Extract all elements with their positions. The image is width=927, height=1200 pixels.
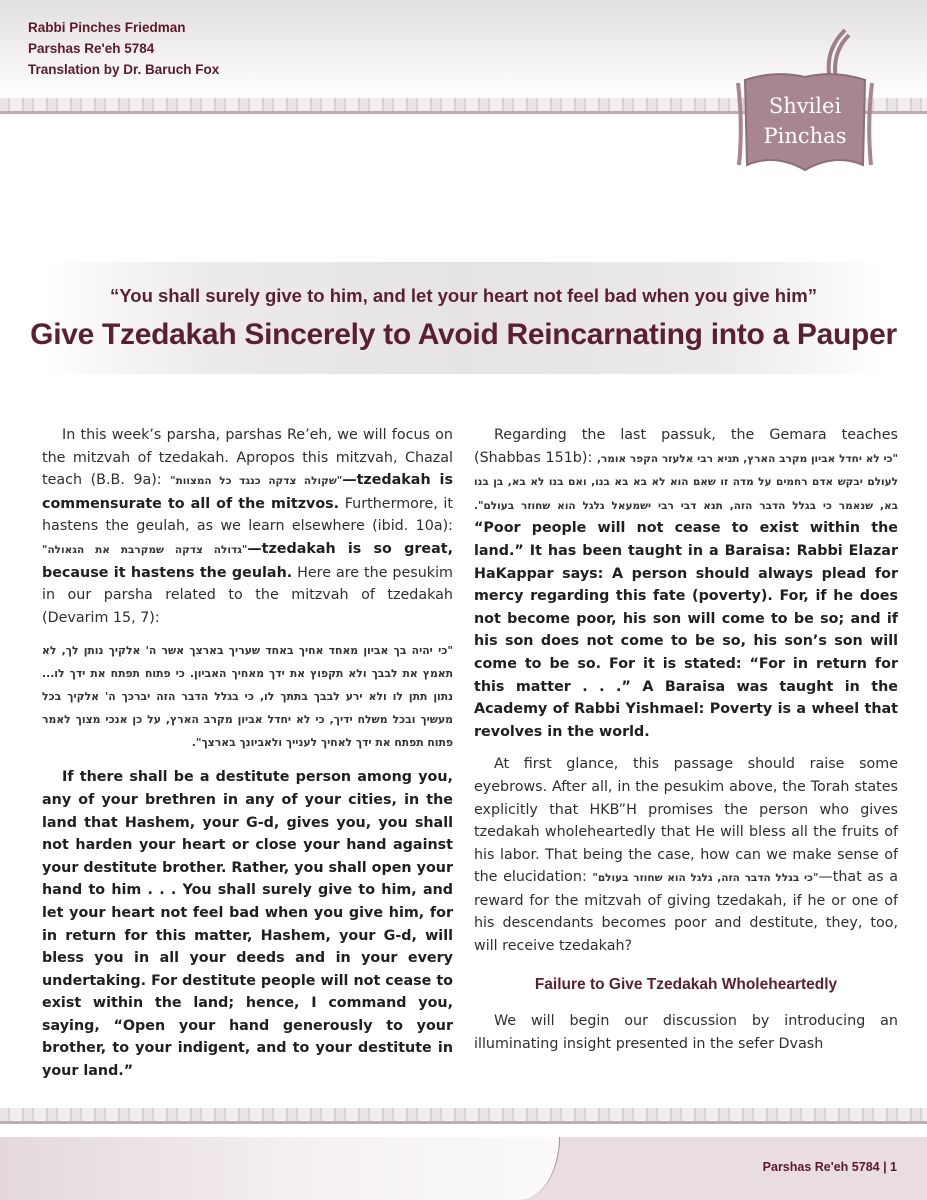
pesukim-translation: If there shall be a destitute person among you, any of your brethren in any of your cities, in the land that Hashem, your G-d, gives you, you shall not harden your heart or close your hand against your destitute brother. Rather, you shall open your hand to him . . . You shall surely give to him, and let your heart not feel bad when you give him, for in return for this matter, Hashem, your G-d, will bless you in all your deeds and in your every undertaking. For destitute people will not cease to exist within the land; hence, I command you, saying, “Open your hand generously to your brother, to your indigent, and to your destitute in your land.”: [42, 769, 453, 1080]
footer-swoosh: [0, 1137, 560, 1200]
author: Rabbi Pinches Friedman: [28, 20, 186, 35]
hebrew-quote: "גדולה צדקה שמקרבת את הגאולה": [42, 543, 248, 556]
left-column: [42, 424, 453, 1104]
intro-paragraph: In this week’s parsha, parshas Re’eh, we will focus on the mitzvah of tzedakah. Apropos this mitzvah, Chazal teach (B.B. 9a): "שקולה צדקה כנגד כל המצוות"—tzedakah is commensurate to all of the mitzvos. Furthermore, it hastens the geulah, as we learn elsewhere (ibid. 10a): "גדולה צדקה שמקרבת את הגאולה"—tzedakah is so great, because it hastens the geulah. Here are the pesukim in our parsha related to the mitzvah of tzedakah (Devarim 15, 7):: [42, 427, 453, 626]
hebrew-quote: "כי בגלל הדבר הזה, גלגל הוא שחוזר בעולם": [592, 872, 819, 885]
parsha: Parshas Re'eh 5784: [28, 41, 155, 56]
shvilei-pinchas-logo: [735, 25, 875, 185]
discussion-paragraph: We will begin our discussion by introducing an illuminating insight presented in the sefer Dvash: [474, 1013, 898, 1052]
subtitle: “You shall surely give to him, and let your heart not feel bad when you give him”: [110, 285, 817, 306]
hebrew-quote: "שקולה צדקה כנגד כל המצוות": [170, 475, 343, 488]
question-paragraph: At first glance, this passage should raise some eyebrows. After all, in the pesukim above, the Torah states explicitly that HKB”H promises the person who gives tzedakah wholeheartedly that He will bless all the fruits of his labor. That being the case, how can we make sense of the elucidation: "כי בגלל הדבר הזה, גלגל הוא שחוזר בעולם"—that as a reward for the mitzvah of giving tzedakah, if he or one of his descendants becomes poor and destitute, they, too, will receive tzedakah?: [474, 756, 898, 955]
gemara-paragraph: Regarding the last passuk, the Gemara teaches (Shabbas 151b): "כי לא יחדל אביון מקרב הארץ, תניא רבי אלעזר הקפר אומר, לעולם יבקש אדם רחמים על מדה זו שאם הוא לא בא בא בנו, ואם בנו לא בא, בן בנו בא, שנאמר כי בגלל הדבר הזה, תנא דבי רבי ישמעאל גלגל הוא שחוזר בעולם". “Poor people will not cease to exist within the land.” It has been taught in a Baraisa: Rabbi Elazar HaKappar says: A person should always plead for mercy regarding this fate (poverty). For, if he does not become poor, his son will come to be so; and if his son does not come to be so, his son’s son will come to be so. For it is stated: “For in return for this matter . . .” A Baraisa was taught in the Academy of Rabbi Yishmael: Poverty is a wheel that revolves in the world.: [474, 427, 898, 740]
logo-text-1: Shvilei: [768, 94, 842, 118]
logo-text-2: Pinchas: [763, 124, 847, 148]
header-info: [28, 17, 219, 80]
footer-page-label: Parshas Re'eh 5784 | 1: [762, 1160, 897, 1174]
page-title: Give Tzedakah Sincerely to Avoid Reincarnating into a Pauper: [30, 318, 897, 351]
hebrew-quote: "כי לא יחדל אביון מקרב הארץ, תניא רבי אלעזר הקפר אומר, לעולם יבקש אדם רחמים על מדה זו שאם הוא לא בא בא בנו, ואם בנו לא בא, בן בנו בא, שנאמר כי בגלל הדבר הזה, תנא דבי רבי ישמעאל גלגל הוא שחוזר בעולם".: [474, 452, 898, 512]
translator: Translation by Dr. Baruch Fox: [28, 62, 220, 77]
section-heading: Failure to Give Tzedakah Wholeheartedly: [534, 975, 838, 993]
decorative-border-bottom: [0, 1108, 927, 1124]
right-column: [474, 424, 898, 1104]
hebrew-pesukim: "כי יהיה בך אביון מאחד אחיך באחד שעריך בארצך אשר ה' אלקיך נותן לך, לא תאמץ את לבבך ולא תקפוץ את ידך מאחיך האביון. כי פתוח תפתח את ידך לו... נתון תתן לו ולא ירע לבבך בתתך לו, כי בגלל הדבר הזה יברכך ה' אלקיך בכל מעשיך ובכל משלח ידיך, כי לא יחדל אביון מקרב הארץ, על כן אנכי מצוך לאמר פתוח תפתח את ידך לאחיך לענייך ולאביונך בארצך".: [42, 644, 453, 750]
